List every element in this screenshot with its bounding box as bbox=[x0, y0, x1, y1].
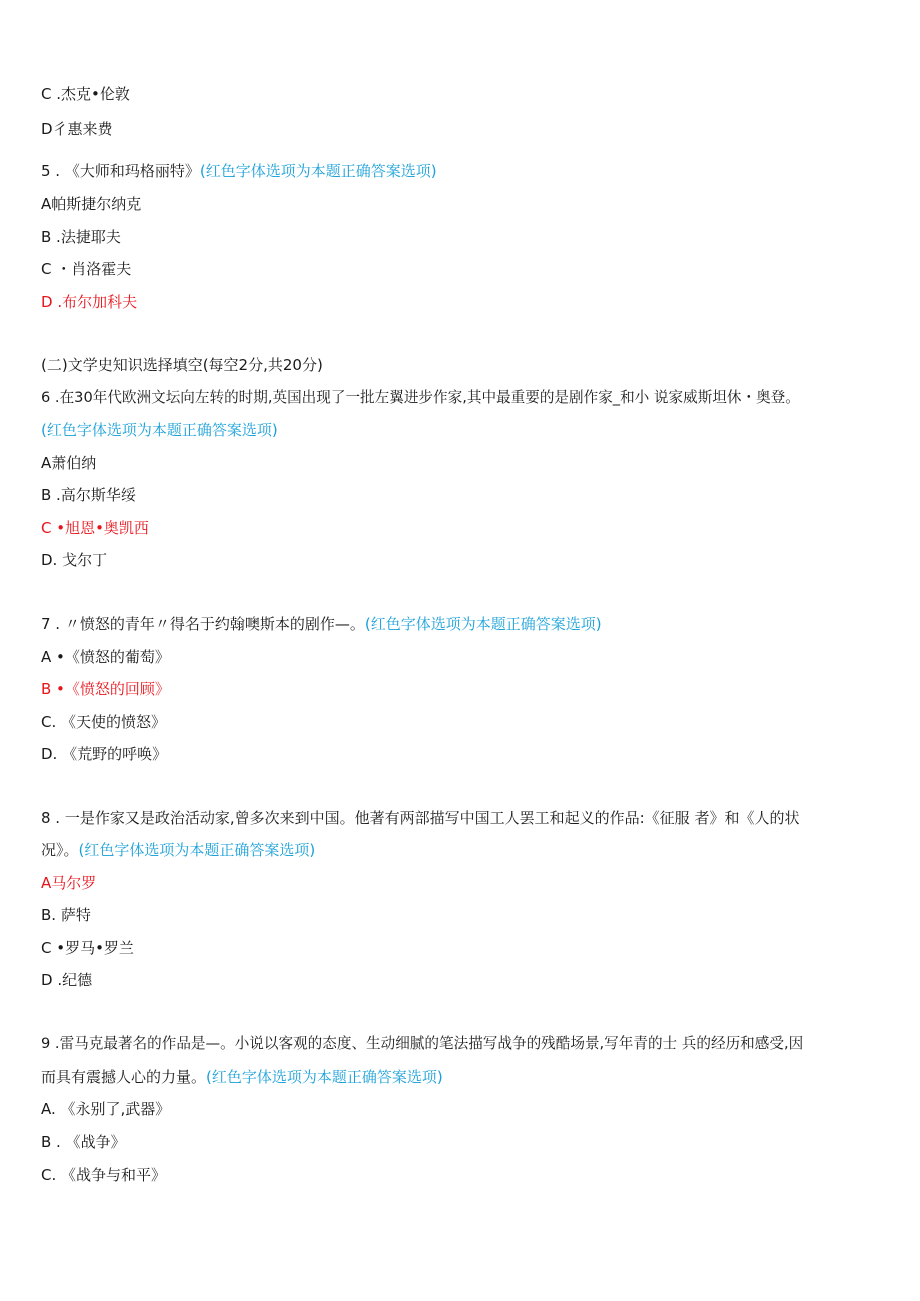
question-8-option-d: D .纪德 bbox=[41, 971, 93, 989]
question-5-text: 5 . 《大师和玛格丽特》 bbox=[41, 162, 200, 180]
question-7-stem bbox=[41, 613, 602, 635]
question-5-option-b: B .法捷耶夫 bbox=[41, 228, 121, 246]
question-7-option-a: A •《愤怒的葡萄》 bbox=[41, 648, 170, 666]
question-5-option-d-correct: D .布尔加科夫 bbox=[41, 293, 138, 311]
question-8-option-a-correct: A马尔罗 bbox=[41, 874, 97, 892]
question-8-text: 况》。 bbox=[41, 841, 79, 859]
question-6-stem: 6 .在30年代欧洲文坛向左转的时期,英国出现了一批左翼进步作家,其中最重要的是剧作家_和小 说家威斯坦休・奥登。 bbox=[41, 389, 800, 406]
question-9-option-a: A. 《永别了,武器》 bbox=[41, 1100, 171, 1118]
question-8-answer-note: (红色字体选项为本题正确答案选项) bbox=[78, 841, 316, 859]
question-6-answer-note: (红色字体选项为本题正确答案选项) bbox=[41, 421, 278, 439]
question-9-answer-note: (红色字体选项为本题正确答案选项) bbox=[206, 1068, 443, 1086]
question-9-option-b: B . 《战争》 bbox=[41, 1133, 126, 1151]
question-8-option-b: B. 萨特 bbox=[41, 906, 91, 924]
question-8-stem-line-1: 8 . 一是作家又是政治活动家,曾多次来到中国。他著有两部描写中国工人罢工和起义的作品:《征服 者》和《人的状 bbox=[41, 809, 800, 827]
question-4-option-d: D彳惠来费 bbox=[41, 120, 113, 138]
question-5-option-a: A帕斯捷尔纳克 bbox=[41, 195, 142, 213]
question-6-option-a: A萧伯纳 bbox=[41, 454, 97, 472]
question-5-stem bbox=[41, 160, 437, 182]
question-9-stem-line-2 bbox=[41, 1066, 443, 1088]
question-5-option-c: C ・肖洛霍夫 bbox=[41, 260, 132, 278]
question-7-option-b-correct: B •《愤怒的回顾》 bbox=[41, 680, 170, 698]
question-6-option-b: B .高尔斯华绥 bbox=[41, 486, 136, 504]
question-7-option-d: D. 《荒野的呼唤》 bbox=[41, 745, 168, 763]
question-6-option-c-correct: C •旭恩•奥凯西 bbox=[41, 519, 149, 537]
question-7-option-c: C. 《天使的愤怒》 bbox=[41, 713, 167, 731]
question-5-answer-note: (红色字体选项为本题正确答案选项) bbox=[199, 162, 437, 180]
question-9-stem-line-1: 9 .雷马克最著名的作品是—。小说以客观的态度、生动细腻的笔法描写战争的残酷场景,写年青的士 兵的经历和感受,因 bbox=[41, 1035, 804, 1052]
question-8-option-c: C •罗马•罗兰 bbox=[41, 939, 134, 957]
question-4-option-c: C .杰克•伦敦 bbox=[41, 85, 130, 103]
question-9-option-c: C. 《战争与和平》 bbox=[41, 1166, 167, 1184]
question-8-stem-line-2 bbox=[41, 839, 315, 861]
question-7-text: 7 . 〃愤怒的青年〃得名于约翰噢斯本的剧作—。 bbox=[41, 615, 365, 633]
question-9-text: 而具有震撼人心的力量。 bbox=[41, 1068, 207, 1086]
section-2-title: (二)文学史知识选择填空(每空2分,共20分) bbox=[41, 356, 323, 374]
question-7-answer-note: (红色字体选项为本题正确答案选项) bbox=[364, 615, 602, 633]
question-6-option-d: D. 戈尔丁 bbox=[41, 551, 108, 569]
